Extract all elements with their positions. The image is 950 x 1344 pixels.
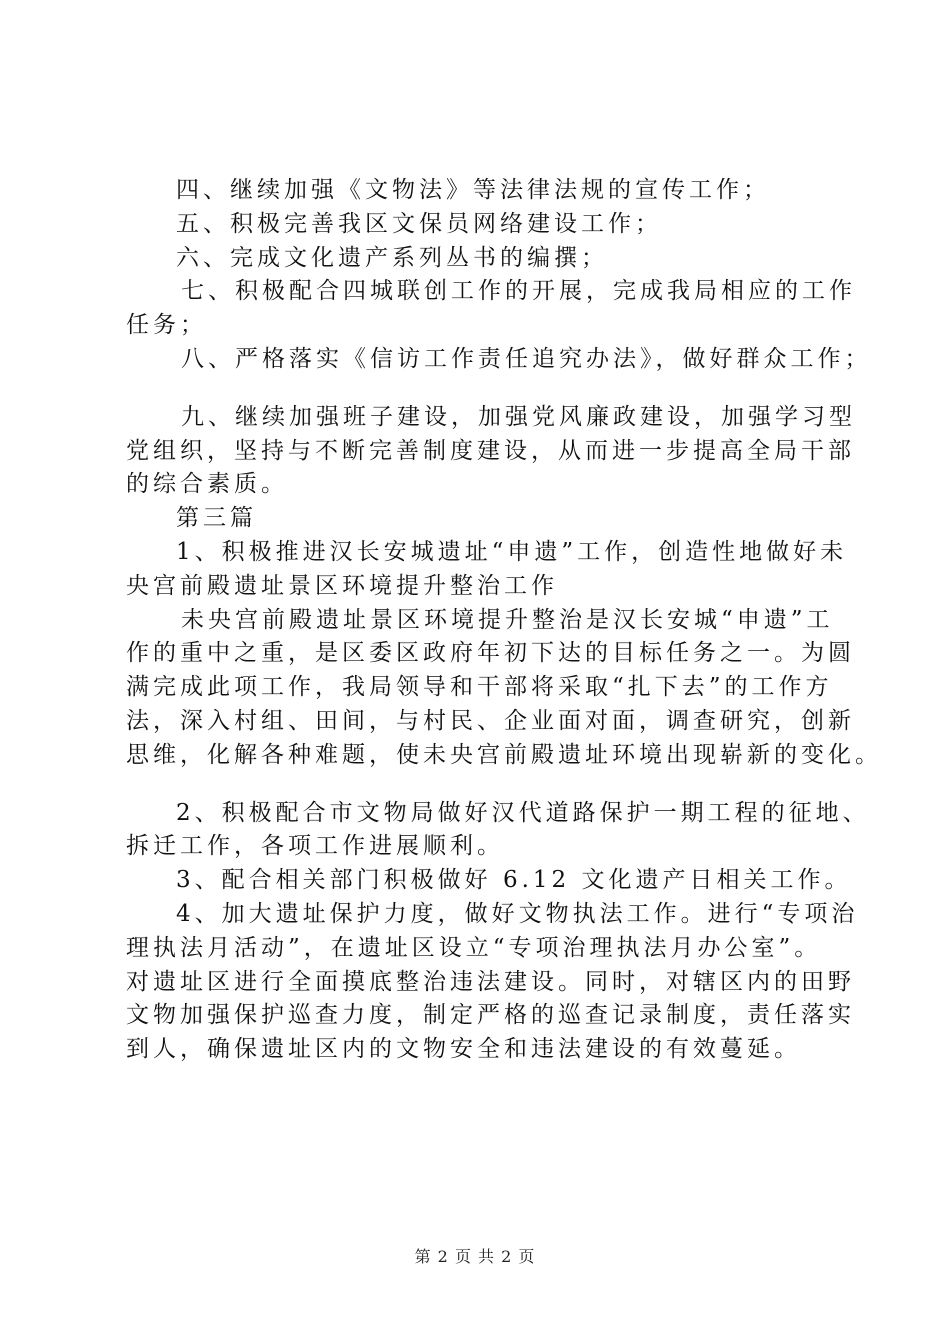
section-item-1-body-line-3: 满完成此项工作，我局领导和干部将采取“扎下去”的工作方 xyxy=(126,674,833,701)
paragraph-item-4: 四、继续加强《文物法》等法律法规的宣传工作； xyxy=(176,177,770,203)
section-title: 第三篇 xyxy=(176,505,257,532)
page-footer xyxy=(0,1244,950,1267)
paragraph-gap xyxy=(126,377,826,401)
section-item-1-body-line-4: 法，深入村组、田间，与村民、企业面对面，调查研究，创新 xyxy=(126,707,855,734)
document-body xyxy=(126,174,882,1067)
section-item-1-line-1: 1、积极推进汉长安城遗址“申遗”工作，创造性地做好未 xyxy=(176,538,848,565)
paragraph-gap xyxy=(126,773,826,797)
paragraph-item-9-line-3: 的综合素质。 xyxy=(126,471,288,498)
page-number-label: 第 2 页 共 2 页 xyxy=(414,1247,536,1266)
section-item-4-line-4: 文物加强保护巡查力度，制定严格的巡查记录制度，责任落实 xyxy=(126,1002,855,1029)
section-item-4-line-3: 对遗址区进行全面摸底整治违法建设。同时，对辖区内的田野 xyxy=(126,968,855,995)
section-item-1-line-2: 央宫前殿遗址景区环境提升整治工作 xyxy=(126,572,558,599)
paragraph-item-5: 五、积极完善我区文保员网络建设工作； xyxy=(176,210,662,237)
paragraph-item-6: 六、完成文化遗产系列丛书的编撰； xyxy=(176,244,608,271)
paragraph-item-8: 八、严格落实《信访工作责任追究办法》，做好群众工作； xyxy=(181,345,872,372)
section-item-1-body-line-1: 未央宫前殿遗址景区环境提升整治是汉长安城“申遗”工 xyxy=(181,606,834,633)
section-item-2-line-2: 拆迁工作，各项工作进展顺利。 xyxy=(126,833,504,860)
section-item-2-line-1: 2、积极配合市文物局做好汉代道路保护一期工程的征地、 xyxy=(176,799,870,826)
paragraph-item-7-line-1: 七、积极配合四城联创工作的开展，完成我局相应的工作 xyxy=(181,278,856,305)
section-item-4-line-2: 理执法月活动”，在遗址区设立“专项治理执法月办公室”。 xyxy=(126,934,822,961)
section-item-3: 3、配合相关部门积极做好 6.12 文化遗产日相关工作。 xyxy=(176,867,852,894)
paragraph-item-9-line-2: 党组织，坚持与不断完善制度建设，从而进一步提高全局干部 xyxy=(126,437,855,464)
paragraph-item-7-line-2: 任务； xyxy=(126,312,207,339)
section-item-1-body-line-5: 思维，化解各种难题，使未央宫前殿遗址环境出现崭新的变化。 xyxy=(126,741,882,768)
section-item-1-body-line-2: 作的重中之重，是区委区政府年初下达的目标任务之一。为圆 xyxy=(126,640,855,667)
section-item-4-line-1: 4、加大遗址保护力度，做好文物执法工作。进行“专项治 xyxy=(176,900,859,927)
paragraph-item-9-line-1: 九、继续加强班子建设，加强党风廉政建设，加强学习型 xyxy=(181,403,856,430)
section-item-4-line-5: 到人，确保遗址区内的文物安全和违法建设的有效蔓延。 xyxy=(126,1036,801,1063)
